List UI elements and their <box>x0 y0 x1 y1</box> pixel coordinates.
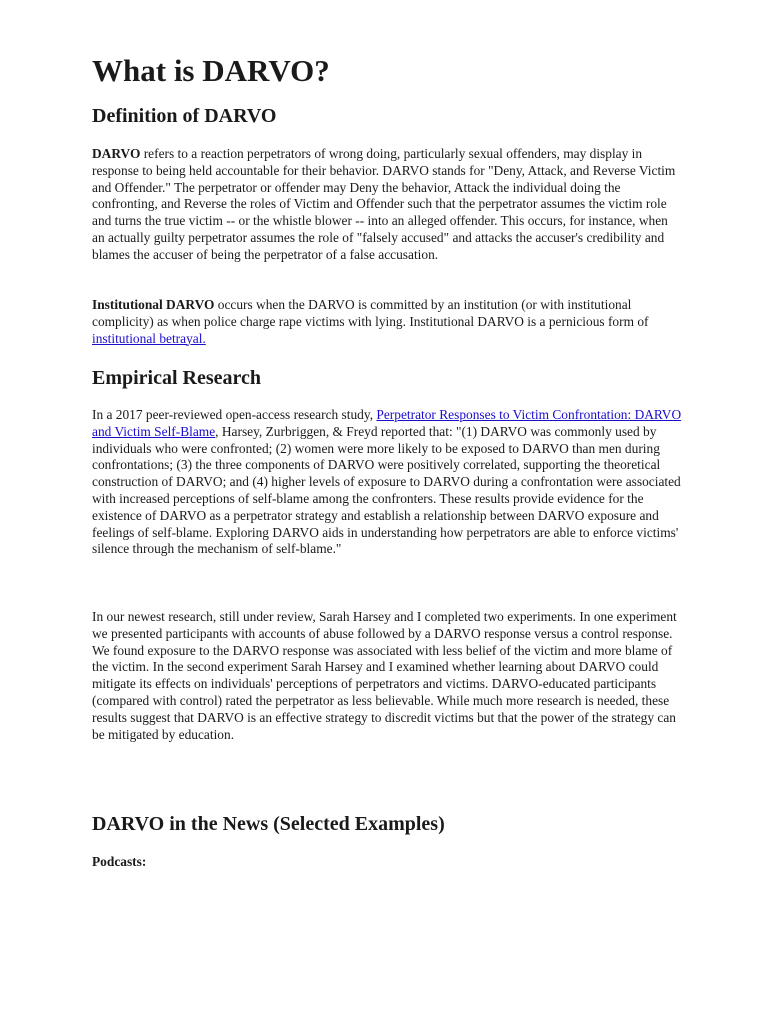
page-title: What is DARVO? <box>92 53 330 88</box>
empirical-intro: In a 2017 peer-reviewed open-access research study, <box>92 407 377 422</box>
empirical-paragraph-2: In our newest research, still under review, Sarah Harsey and I completed two experiments. In one experiment we presented participants with accounts of abuse followed by a DARVO response versus a control response. We found exposure to the DARVO response was associated with less belief of the victim and more blame of the victim. In the second experiment Sarah Harsey and I examined whether learning about DARVO could mitigate its effects on individuals' perceptions of perpetrators and victims. DARVO-educated participants (compared with control) rated the perpetrator as less believable. While much more research is needed, these results suggest that DARVO is an effective strategy to discredit victims but that the power of the strategy can be mitigated by education. <box>92 609 677 742</box>
institutional-betrayal-link[interactable]: institutional betrayal. <box>92 330 206 346</box>
empirical-paragraph-1 <box>92 407 682 558</box>
study-link[interactable]: Perpetrator Responses to Victim Confrontation: DARVO and Victim Self-Blame <box>92 407 682 439</box>
institutional-darvo-term: Institutional DARVO <box>92 297 215 312</box>
heading-definition: Definition of DARVO <box>92 105 277 127</box>
institutional-text: occurs when the DARVO is committed by an institution (or with institutional complicity) as when police charge rape victims with lying. Institutional DARVO is a pernicious form of <box>92 297 649 329</box>
empirical-findings: , Harsey, Zurbriggen, & Freyd reported that: "(1) DARVO was commonly used by individuals who were confronted; (2) women were more likely to be exposed to DARVO than men during confrontations; (3) the three components of DARVO were positively correlated, supporting the theoretical construction of DARVO; and (4) higher levels of exposure to DARVO during a confrontation were associated with increased perceptions of self-blame among the confronters. These results provide evidence for the existence of DARVO as a perpetrator strategy and establish a relationship between DARVO exposure and feelings of self-blame. Exploring DARVO aids in understanding how perpetrators are able to enforce victims' silence through the mechanism of self-blame." <box>92 423 681 557</box>
institutional-paragraph <box>92 297 682 347</box>
podcasts-label: Podcasts: <box>92 854 147 869</box>
darvo-term: DARVO <box>92 146 141 161</box>
definition-text: refers to a reaction perpetrators of wrong doing, particularly sexual offenders, may display in response to being held accountable for their behavior. DARVO stands for "Deny, Attack, and Reverse Victim and Offender." The perpetrator or offender may Deny the behavior, Attack the individual doing the confronting, and Reverse the roles of Victim and Offender such that the perpetrator assumes the victim role and turns the true victim -- or the whistle blower -- into an alleged offender. This occurs, for instance, when an actually guilty perpetrator assumes the role of "falsely accused" and attacks the accuser's credibility and blames the accuser of being the perpetrator of a false accusation. <box>92 146 676 262</box>
heading-empirical-research: Empirical Research <box>92 367 262 389</box>
definition-paragraph <box>92 146 682 264</box>
heading-news: DARVO in the News (Selected Examples) <box>92 813 445 835</box>
